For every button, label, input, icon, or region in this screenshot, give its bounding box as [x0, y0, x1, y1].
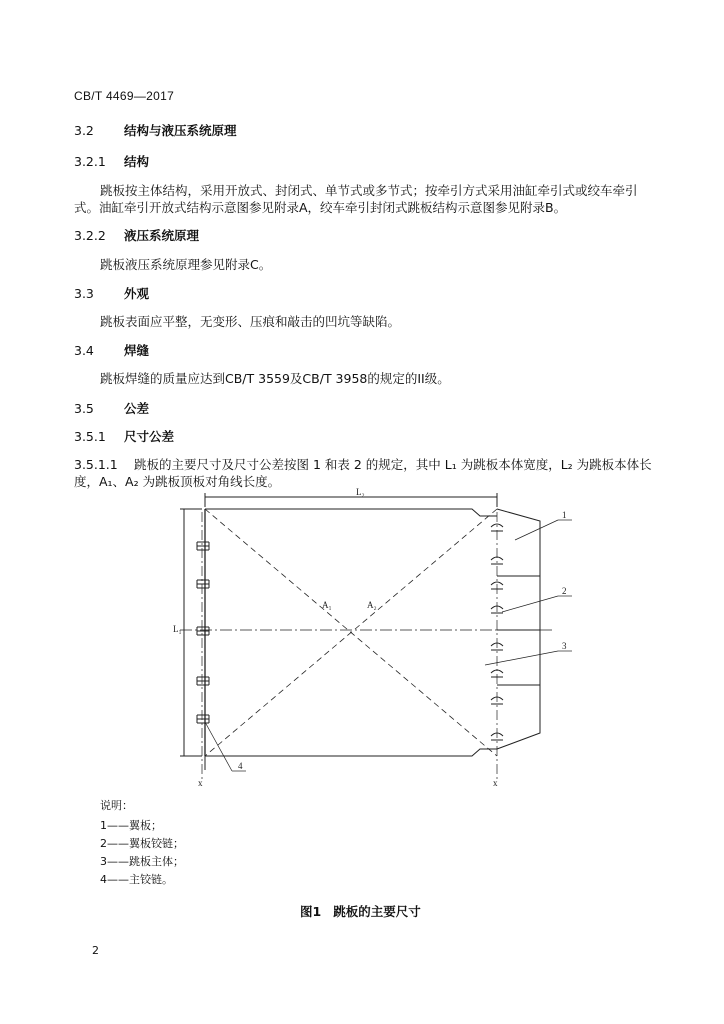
- dimension-label-l1: L₁: [173, 624, 182, 634]
- figure-caption-label: 图1: [300, 904, 322, 919]
- heading-title: 公差: [124, 401, 150, 416]
- diagonal-label-a2: A₂: [367, 600, 377, 610]
- legend-item: 2——翼板铰链；: [100, 837, 184, 850]
- heading-title: 结构: [124, 154, 150, 169]
- paragraph-line: 式。油缸牵引开放式结构示意图参见附录A，绞车牵引封闭式跳板结构示意图参见附录B。: [74, 200, 567, 215]
- heading-number: 3.2.1: [74, 154, 106, 169]
- heading-number: 3.3: [74, 286, 94, 301]
- clause-number: 3.5.1.1: [74, 457, 118, 472]
- heading-title: 液压系统原理: [124, 228, 200, 243]
- callout-1: 1: [562, 510, 567, 520]
- axis-label-right: x: [493, 778, 498, 788]
- standard-number: CB/T 4469—2017: [74, 89, 175, 103]
- paragraph-line: 跳板焊缝的质量应达到CB/T 3559及CB/T 3958的规定的II级。: [100, 371, 450, 386]
- legend-item: 1——翼板；: [100, 819, 162, 832]
- paragraph-line: 度，A₁、A₂ 为跳板顶板对角线长度。: [74, 474, 281, 489]
- callout-4: 4: [238, 761, 243, 771]
- legend-item: 4——主铰链。: [100, 873, 173, 886]
- legend-item: 3——跳板主体；: [100, 855, 184, 868]
- dimension-label-l2: L₂: [356, 487, 365, 497]
- heading-title: 外观: [124, 286, 150, 301]
- paragraph-line: 跳板液压系统原理参见附录C。: [100, 257, 272, 272]
- callout-3: 3: [562, 641, 567, 651]
- page-number: 2: [92, 944, 99, 957]
- ramp-body-outline: [205, 509, 497, 516]
- heading-number: 3.4: [74, 343, 94, 358]
- paragraph-line: 跳板按主体结构，采用开放式、封闭式、单节式或多节式；按牵引方式采用油缸牵引式或绞车牵引: [100, 183, 638, 198]
- figure-caption: [300, 902, 421, 920]
- diagonal-label-a1: A₁: [322, 600, 332, 610]
- heading-title: 结构与液压系统原理: [124, 123, 237, 138]
- heading-number: 3.2.2: [74, 228, 106, 243]
- paragraph-line: 跳板表面应平整，无变形、压痕和敲击的凹坑等缺陷。: [100, 314, 401, 329]
- callout-2: 2: [562, 586, 567, 596]
- flap-outline: [497, 509, 540, 749]
- heading-number: 3.2: [74, 123, 94, 138]
- heading-title: 焊缝: [124, 343, 150, 358]
- heading-number: 3.5.1: [74, 429, 106, 444]
- heading-title: 尺寸公差: [124, 429, 175, 444]
- figure-caption-title: 跳板的主要尺寸: [333, 904, 421, 919]
- paragraph-line: 跳板的主要尺寸及尺寸公差按图 1 和表 2 的规定，其中 L₁ 为跳板本体宽度，L₂ 为跳板本体长: [134, 457, 652, 472]
- axis-label-left: x: [198, 778, 203, 788]
- heading-number: 3.5: [74, 401, 94, 416]
- legend-title: 说明：: [100, 799, 133, 812]
- main-hinges: [197, 542, 209, 723]
